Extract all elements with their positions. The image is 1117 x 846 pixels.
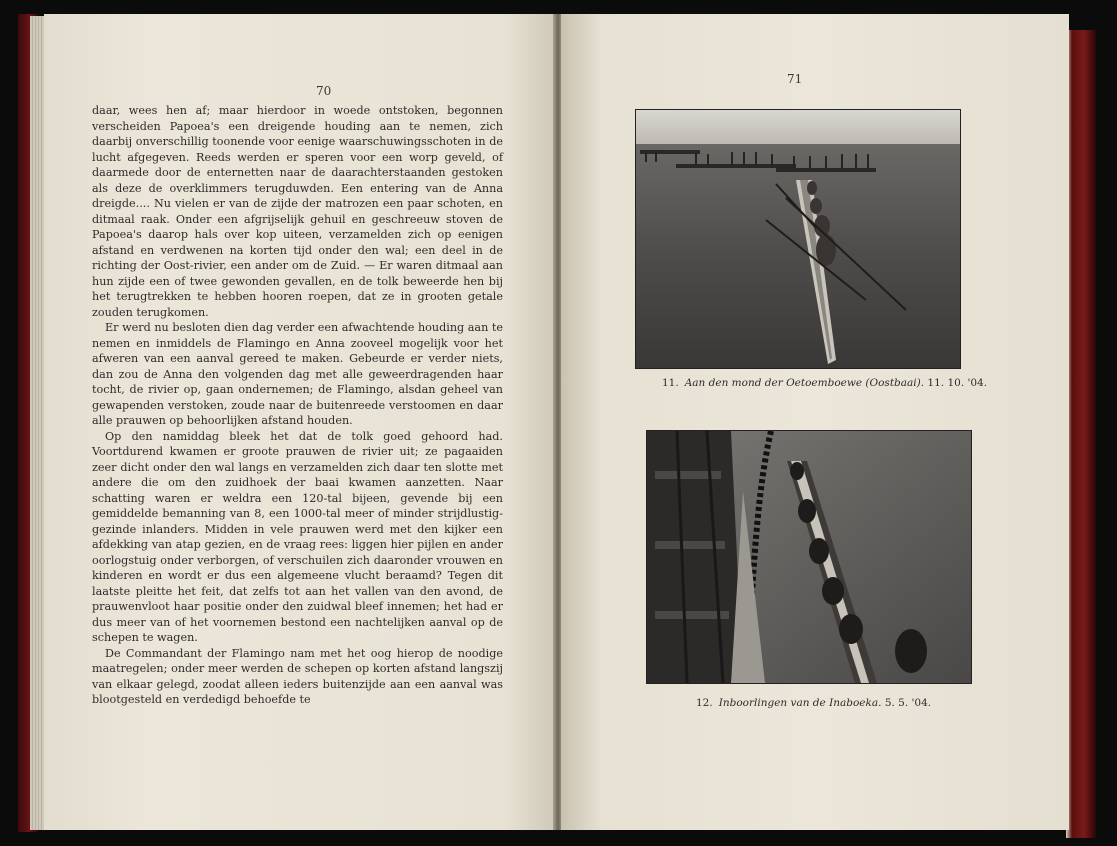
body-text — [92, 103, 503, 708]
right-page-number: 71 — [787, 72, 803, 86]
paragraph: Er werd nu besloten dien dag verder een afwachtende houding aan te nemen en inmiddels de Flamingo en Anna zooveel mogelijk voor het afweren van een aanval gereed te maken. Gebeurde er verder niets, dan zou de Anna den volgenden dag met alle geweerdragenden haar tocht, de rivier op, gaan ondernemen; de Flamingo, alsdan geheel van gewapenden verstoken, zoude naar de buitenreede verstoomen en daar alle prauwen op behoorlijken afstand houden. — [92, 321, 503, 427]
paragraph: De Commandant der Flamingo nam met het oog hierop de noodige maatregelen; onder meer werden de schepen op korten afstand langszij van elkaar gelegd, zoodat alleen ieders buitenzijde aan een aanval was blootgesteld en verdedigd behoefde te — [92, 646, 503, 706]
paragraph: Op den namiddag bleek het dat de tolk goed gehoord had. Voortdurend kwamen er groote prauwen de rivier uit; ze pagaaiden zeer dicht onder den wal langs en verzamelden zich daar ten slotte met andere die om den zuidhoek der baai kwamen aanzetten. Naar schatting waren er weldra een 120-tal bijeen, gevende bij een gemiddelde bemanning van 8, een 1000-tal meer of minder strijdlustig-gezinde inlanders. Midden in vele prauwen werd met den kijker een afdekking van atap gezien, en de vraag rees: liggen hier pijlen en ander oorlogstuig onder verborgen, of verschuilen zich daaronder vrouwen en kinderen en wordt er dus een algemeene vlucht beraamd? Tegen dit laatste pleitte het feit, dat zelfs tot aan het vallen van den avond, de prauwenvloot haar positie onder den zuidwal bleef innemen; het had er dus meer van of het voornemen bestond een nachtelijken aanval op de schepen te wagen. — [92, 429, 503, 644]
paragraph: daar, wees hen af; maar hierdoor in woede ontstoken, begonnen verscheiden Papoea's een dreigende houding aan te nemen, zich daarbij onverschillig toonende voor eenige waarschuwingsschoten in de lucht afgegeven. Reeds werden er speren voor een worp geveld, of daarmede door de enternetten naar de daarachterstaanden gestoken als deze de overklimmers terugduwden. Een entering van de Anna dreigde.... Nu vielen er van de zijde der matrozen een paar schoten, en ditmaal raak. Onder een afgrijselijk gehuil en geschreeuw stoven de Papoea's daarop hals over kop uiteen, verzamelden zich op eenigen afstand en verdwenen na korten tijd onder den wal; een deel in de richting der Oost-rivier, een ander om de Zuid. — Er waren ditmaal aan hun zijde een of twee gewonden gevallen, en de tolk beweerde hen bij het terugtrekken te hebben hooren roepen, dat ze in grooten getale zouden terugkomen. — [92, 104, 503, 319]
figure-title: Inboorlingen van de Inaboeka. — [718, 697, 882, 709]
figure-title: Aan den mond der Oetoemboewe (Oostbaai). — [684, 377, 925, 389]
book-cover-right — [1066, 30, 1096, 838]
photo-canoe-river-mouth — [635, 109, 961, 369]
figure-number: 11. — [662, 377, 679, 389]
figure-caption-12 — [696, 697, 931, 709]
figure-caption-11 — [662, 377, 987, 389]
left-page-number: 70 — [316, 84, 332, 98]
figure-date: 5. 5. '04. — [884, 697, 932, 709]
photo-natives-canoe — [646, 430, 972, 684]
figure-date: 11. 10. '04. — [927, 377, 988, 389]
figure-number: 12. — [696, 697, 713, 709]
